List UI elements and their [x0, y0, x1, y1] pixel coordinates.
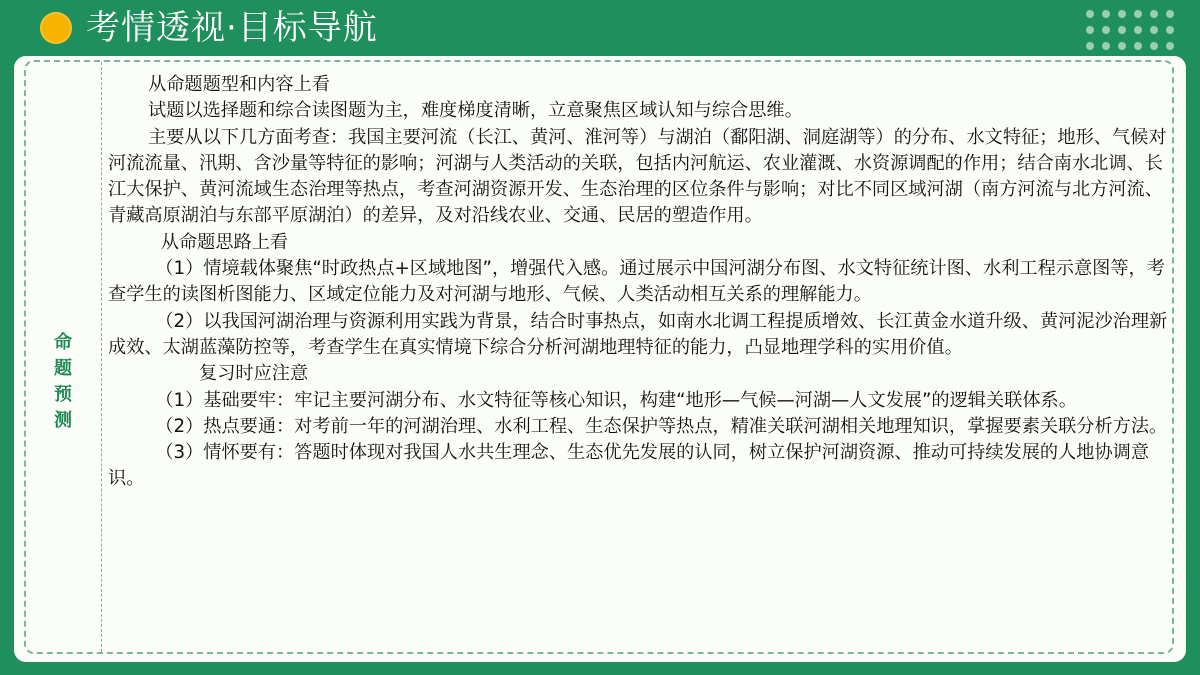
dashed-frame — [24, 60, 1174, 654]
heading-question-approach: 从命题思路上看 — [160, 231, 289, 253]
heading-review-notes: 复习时应注意 — [199, 363, 309, 385]
paragraph-5: （1）基础要牢：牢记主要河湖分布、水文特征等核心知识，构建“地形—气候—河湖—人文发展”的逻辑关联体系。 — [155, 389, 1077, 411]
paragraph-1: 试题以选择题和综合读图题为主，难度梯度清晰，立意聚焦区域认知与综合思维。 — [148, 100, 803, 122]
circle-bullet-icon — [40, 12, 72, 44]
content-body — [108, 72, 1170, 493]
heading-question-type: 从命题题型和内容上看 — [148, 74, 330, 95]
header-bar — [0, 0, 1200, 60]
paragraph-6: （2）热点要通：对考前一年的河湖治理、水利工程、生态保护等热点，精准关联河湖相关地理知识，掌握要素关联分析方法。 — [155, 415, 1168, 437]
side-label: 命 题 预 测 — [54, 332, 74, 431]
paragraph-7: （3）情怀要有：答题时体现对我国人水共生理念、生态优先发展的认同，树立保护河湖资源、推动可持续发展的人地协调意识。 — [108, 442, 1150, 490]
side-label-cell — [26, 62, 102, 652]
dot-grid-decoration-icon — [1086, 10, 1178, 50]
paragraph-3: （1）情境载体聚焦“时政热点+区域地图”，增强代入感。通过展示中国河湖分布图、水文特征统计图、水利工程示意图等，考查学生的读图析图能力、区域定位能力及对河湖与地形、气候、人类活动相互关系的理解能力。 — [108, 258, 1165, 306]
content-card — [14, 56, 1186, 662]
paragraph-4: （2）以我国河湖治理与资源利用实践为背景，结合时事热点，如南水北调工程提质增效、长江黄金水道升级、黄河泥沙治理新成效、太湖蓝藻防控等，考查学生在真实情境下综合分析河湖地理特征的能力，凸显地理学科的实用价值。 — [108, 310, 1168, 358]
paragraph-2: 主要从以下几方面考查：我国主要河流（长江、黄河、淮河等）与湖泊（鄱阳湖、洞庭湖等）的分布、水文特征；地形、气候对河流流量、汛期、含沙量等特征的影响；河湖与人类活动的关联，包括内河航运、农业灌溉、水资源调配的作用；结合南水北调、长江大保护、黄河流域生态治理等热点，考查河湖资源开发、生态治理的区位条件与影响；对比不同区域河湖（南方河流与北方河流、青藏高原湖泊与东部平原湖泊）的差异，及对沿线农业、交通、民居的塑造作用。 — [108, 126, 1167, 227]
page-title: 考情透视·目标导航 — [86, 8, 378, 48]
